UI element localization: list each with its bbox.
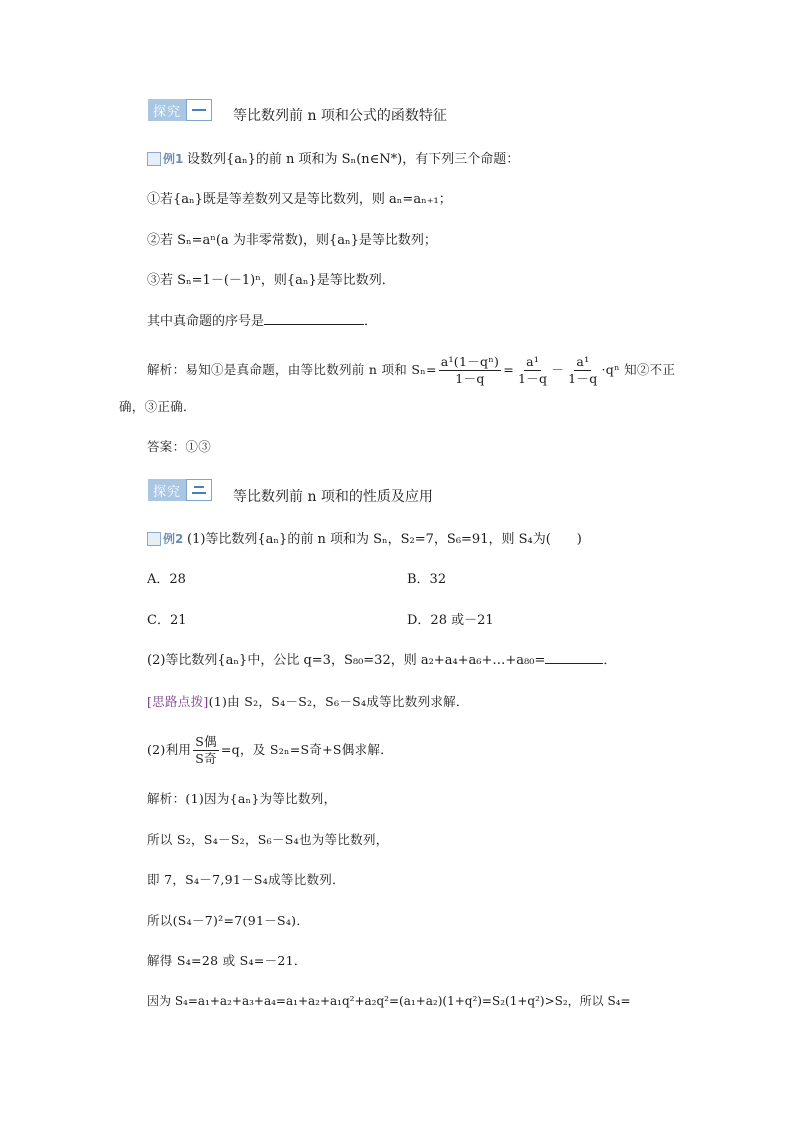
hint-line-2: (2)利用 $\frac{\text{S偶}}{\text{S奇}}$ =q，及 S₂ₙ=S奇+S偶求解． — [147, 734, 393, 766]
solution-line-6: 因为 S₄=a₁+a₂+a₃+a₄=a₁+a₂+a₁q²+a₂q²=(a₁+a₂)(1+q²)=S₂(1+q²)>S₂，所以 S₄= — [147, 994, 631, 1008]
option-a: A．28 — [147, 572, 186, 587]
section-badge-2 — [148, 479, 212, 501]
example1-solution-line2: 确，③正确． — [119, 399, 196, 414]
section-title-2: 等比数列前 n 项和的性质及应用 — [233, 489, 433, 505]
fraction: $\frac{\text{a¹}}{1-q}$ — [568, 354, 598, 386]
solution-line-5: 解得 S₄=28 或 S₄=－21． — [147, 953, 307, 968]
number-two-icon — [186, 479, 212, 501]
section-badge-label: 探究 — [148, 99, 186, 121]
option-b: B．32 — [407, 572, 447, 587]
option-d: D．28 或－21 — [407, 613, 494, 628]
solution-line-3: 即 7，S₄－7,91－S₄成等比数列． — [147, 872, 345, 887]
solution-line-2: 所以 S₂，S₄－S₂，S₆－S₄也为等比数列， — [147, 832, 389, 847]
number-one-icon — [186, 99, 212, 121]
example2-q2: (2)等比数列{aₙ}中，公比 q=3，S₈₀=32，则 a₂+a₄+a₆+…+a₈₀= ． — [147, 653, 617, 668]
section-badge-1 — [148, 99, 212, 121]
option-c: C．21 — [147, 613, 187, 628]
example1-intro: 设数列{aₙ}的前 n 项和为 Sₙ(n∈N*)，有下列三个命题： — [187, 152, 520, 167]
proposition-3: ③若 Sₙ=1－(－1)ⁿ，则{aₙ}是等比数列． — [147, 273, 395, 288]
example-label-1: 例1 — [147, 150, 183, 167]
answer-blank — [545, 663, 603, 664]
proposition-1: ①若{aₙ}既是等差数列又是等比数列，则 aₙ=aₙ₊₁； — [147, 192, 452, 207]
fraction: $\frac{\text{a¹(1－qⁿ)}}{1-q}$ — [440, 354, 500, 386]
hint-label: [思路点拨] — [147, 694, 209, 709]
answer-blank — [264, 324, 364, 325]
section-badge-label: 探究 — [148, 479, 186, 501]
solution-line-1: 解析：(1)因为{aₙ}为等比数列， — [147, 791, 337, 806]
proposition-2: ②若 Sₙ=aⁿ(a 为非零常数)，则{aₙ}是等比数列； — [147, 233, 437, 248]
example1-solution: 解析：易知①是真命题，由等比数列前 n 项和 Sₙ= $\frac{\text{a¹(1－qⁿ)}}{1-q}$ = $\frac{\text{a¹}}{1-q}$ － $\frac{\text{a¹}}{1-q}$ ·qⁿ 知②不正 — [147, 354, 676, 386]
solution-line-4: 所以(S₄－7)²=7(91－S₄)． — [147, 913, 310, 928]
hint-line-1: [思路点拨](1)由 S₂，S₄－S₂，S₆－S₄成等比数列求解． — [147, 694, 469, 709]
example2-q1: (1)等比数列{aₙ}的前 n 项和为 Sₙ，S₂=7，S₆=91，则 S₄为( ) — [187, 532, 582, 547]
example-icon — [147, 532, 161, 546]
fraction: $\frac{\text{S偶}}{\text{S奇}}$ — [195, 734, 217, 766]
solution-label: 解析： — [147, 791, 186, 806]
example1-answer: 答案：①③ — [147, 439, 212, 454]
fraction: $\frac{\text{a¹}}{1-q}$ — [518, 354, 548, 386]
example-label-2: 例2 — [147, 530, 183, 547]
section-title-1: 等比数列前 n 项和公式的函数特征 — [233, 108, 447, 124]
solution-label: 解析： — [147, 362, 186, 377]
example-icon — [147, 152, 161, 166]
example1-question: 其中真命题的序号是 ． — [147, 314, 378, 329]
